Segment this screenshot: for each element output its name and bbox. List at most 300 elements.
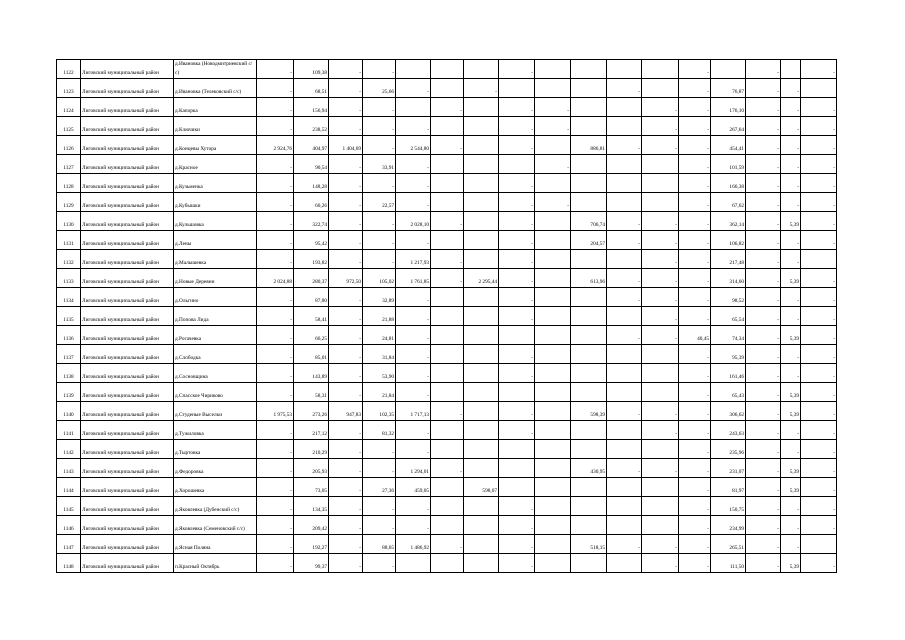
- value-cell: 204,57: [571, 231, 607, 250]
- value-cell: [642, 364, 679, 383]
- value-cell: -: [642, 421, 679, 440]
- value-cell: -: [781, 288, 801, 307]
- value-cell: -: [499, 193, 535, 212]
- row-number: 1123: [57, 79, 81, 98]
- value-cell: [607, 117, 642, 136]
- value-cell: 2 028,10: [396, 212, 431, 231]
- value-cell: [642, 174, 679, 193]
- value-cell: -: [746, 516, 781, 535]
- row-number: 1131: [57, 231, 81, 250]
- value-cell: 101,59: [711, 155, 746, 174]
- value-cell: [535, 554, 571, 573]
- value-cell: 68,51: [294, 79, 329, 98]
- value-cell: 150,75: [711, 497, 746, 516]
- row-number: 1139: [57, 383, 81, 402]
- value-cell: -: [396, 440, 431, 459]
- value-cell: [464, 383, 499, 402]
- value-cell: [571, 326, 607, 345]
- value-cell: -: [257, 478, 294, 497]
- value-cell: -: [642, 231, 679, 250]
- value-cell: [464, 117, 499, 136]
- value-cell: 217,12: [294, 421, 329, 440]
- value-cell: [571, 554, 607, 573]
- settlement-name: д.Студеные Выселки: [174, 402, 257, 421]
- settlement-name: д.Слободка: [174, 345, 257, 364]
- value-cell: -: [642, 402, 679, 421]
- value-cell: [431, 421, 464, 440]
- value-cell: -: [257, 516, 294, 535]
- value-cell: -: [746, 60, 781, 79]
- value-cell: -: [396, 193, 431, 212]
- value-cell: 148,28: [294, 174, 329, 193]
- value-cell: -: [801, 497, 837, 516]
- value-cell: 156,94: [294, 98, 329, 117]
- settlement-name: д.Капорка: [174, 98, 257, 117]
- value-cell: -: [679, 250, 711, 269]
- value-cell: -: [781, 497, 801, 516]
- value-cell: -: [781, 250, 801, 269]
- value-cell: -: [329, 193, 363, 212]
- value-cell: -: [781, 440, 801, 459]
- value-cell: -: [257, 440, 294, 459]
- value-cell: [464, 345, 499, 364]
- district-name: Лиговский муниципальный район: [81, 79, 174, 98]
- value-cell: -: [679, 98, 711, 117]
- value-cell: 22,57: [363, 193, 396, 212]
- value-cell: [431, 440, 464, 459]
- row-number: 1146: [57, 516, 81, 535]
- value-cell: -: [801, 326, 837, 345]
- value-cell: -: [329, 383, 363, 402]
- table-row: [57, 269, 837, 288]
- value-cell: -: [746, 79, 781, 98]
- value-cell: [571, 364, 607, 383]
- value-cell: [464, 250, 499, 269]
- value-cell: -: [746, 250, 781, 269]
- value-cell: 24,81: [363, 326, 396, 345]
- value-cell: [607, 60, 642, 79]
- value-cell: [431, 117, 464, 136]
- value-cell: -: [499, 174, 535, 193]
- value-cell: [571, 79, 607, 98]
- value-cell: -: [746, 421, 781, 440]
- value-cell: -: [746, 383, 781, 402]
- value-cell: -: [642, 269, 679, 288]
- settlement-name: д.Тыртовка: [174, 440, 257, 459]
- district-name: Лиговский муниципальный район: [81, 459, 174, 478]
- table-row: [57, 554, 837, 573]
- value-cell: -: [329, 117, 363, 136]
- table-row: [57, 250, 837, 269]
- value-cell: 95,42: [294, 231, 329, 250]
- district-name: Лиговский муниципальный район: [81, 364, 174, 383]
- value-cell: [499, 79, 535, 98]
- table-row: [57, 345, 837, 364]
- value-cell: -: [257, 364, 294, 383]
- value-cell: 2 295,44: [464, 269, 499, 288]
- value-cell: [535, 478, 571, 497]
- value-cell: [431, 288, 464, 307]
- district-name: Лиговский муниципальный район: [81, 535, 174, 554]
- value-cell: [431, 345, 464, 364]
- value-cell: 454,41: [711, 136, 746, 155]
- table-row: [57, 326, 837, 345]
- value-cell: -: [801, 212, 837, 231]
- value-cell: -: [801, 478, 837, 497]
- value-cell: -: [363, 174, 396, 193]
- value-cell: -: [431, 250, 464, 269]
- value-cell: -: [679, 364, 711, 383]
- value-cell: [642, 345, 679, 364]
- value-cell: [607, 421, 642, 440]
- value-cell: 25,66: [363, 79, 396, 98]
- district-name: Лиговский муниципальный район: [81, 402, 174, 421]
- value-cell: [464, 174, 499, 193]
- district-name: Лиговский муниципальный район: [81, 307, 174, 326]
- table-row: [57, 98, 837, 117]
- value-cell: -: [499, 364, 535, 383]
- value-cell: -: [781, 364, 801, 383]
- value-cell: -: [746, 231, 781, 250]
- value-cell: -: [257, 212, 294, 231]
- value-cell: [535, 383, 571, 402]
- value-cell: -: [679, 421, 711, 440]
- value-cell: 90,54: [294, 155, 329, 174]
- value-cell: 98,52: [711, 288, 746, 307]
- value-cell: 1 294,01: [396, 459, 431, 478]
- value-cell: -: [499, 288, 535, 307]
- value-cell: -: [431, 535, 464, 554]
- value-cell: 176,10: [711, 98, 746, 117]
- value-cell: [431, 231, 464, 250]
- value-cell: -: [607, 459, 642, 478]
- value-cell: 85,01: [294, 345, 329, 364]
- value-cell: [535, 288, 571, 307]
- value-cell: -: [363, 516, 396, 535]
- value-cell: -: [499, 535, 535, 554]
- value-cell: 518,15: [571, 535, 607, 554]
- value-cell: [801, 250, 837, 269]
- value-cell: -: [363, 60, 396, 79]
- value-cell: [464, 554, 499, 573]
- row-number: 1127: [57, 155, 81, 174]
- value-cell: -: [642, 307, 679, 326]
- value-cell: 947,83: [329, 402, 363, 421]
- value-cell: [464, 364, 499, 383]
- value-cell: [464, 421, 499, 440]
- value-cell: [499, 440, 535, 459]
- value-cell: [464, 155, 499, 174]
- value-cell: -: [363, 459, 396, 478]
- value-cell: 613,96: [571, 269, 607, 288]
- value-cell: -: [257, 459, 294, 478]
- value-cell: -: [679, 535, 711, 554]
- value-cell: 273,26: [294, 402, 329, 421]
- value-cell: [535, 421, 571, 440]
- value-cell: [801, 79, 837, 98]
- value-cell: [535, 79, 571, 98]
- value-cell: -: [329, 554, 363, 573]
- value-cell: -: [499, 554, 535, 573]
- table-row: [57, 307, 837, 326]
- row-number: 1140: [57, 402, 81, 421]
- table-row: [57, 212, 837, 231]
- value-cell: -: [746, 440, 781, 459]
- district-name: Лиговский муниципальный район: [81, 98, 174, 117]
- value-cell: 265,51: [711, 535, 746, 554]
- value-cell: -: [329, 459, 363, 478]
- value-cell: [535, 307, 571, 326]
- value-cell: -: [746, 402, 781, 421]
- settlement-name: д.Тужиловка: [174, 421, 257, 440]
- value-cell: 74,34: [711, 326, 746, 345]
- table-row: [57, 117, 837, 136]
- settlement-name: д.Попова Лида: [174, 307, 257, 326]
- settlement-name: д.Федоровка: [174, 459, 257, 478]
- value-cell: [642, 497, 679, 516]
- value-cell: -: [607, 136, 642, 155]
- table-row: [57, 193, 837, 212]
- value-cell: 1 717,13: [396, 402, 431, 421]
- value-cell: -: [642, 250, 679, 269]
- settlement-name: д.Лены: [174, 231, 257, 250]
- value-cell: 234,99: [711, 516, 746, 535]
- value-cell: -: [535, 98, 571, 117]
- value-cell: 217,48: [711, 250, 746, 269]
- value-cell: [711, 60, 746, 79]
- value-cell: -: [607, 231, 642, 250]
- row-number: 1132: [57, 250, 81, 269]
- value-cell: 161,46: [711, 364, 746, 383]
- value-cell: -: [257, 554, 294, 573]
- value-cell: -: [746, 554, 781, 573]
- value-cell: -: [499, 269, 535, 288]
- value-cell: -: [781, 516, 801, 535]
- value-cell: 134,35: [294, 497, 329, 516]
- value-cell: -: [499, 516, 535, 535]
- value-cell: -: [257, 250, 294, 269]
- table-row: [57, 136, 837, 155]
- value-cell: -: [329, 288, 363, 307]
- value-cell: [642, 155, 679, 174]
- value-cell: -: [679, 60, 711, 79]
- value-cell: -: [679, 402, 711, 421]
- value-cell: 205,93: [294, 459, 329, 478]
- value-cell: [571, 497, 607, 516]
- value-cell: [535, 516, 571, 535]
- district-name: Лиговский муниципальный район: [81, 174, 174, 193]
- value-cell: [431, 383, 464, 402]
- row-number: 1141: [57, 421, 81, 440]
- district-name: Лиговский муниципальный район: [81, 288, 174, 307]
- value-cell: 2 544,80: [396, 136, 431, 155]
- value-cell: [535, 345, 571, 364]
- district-name: Лиговский муниципальный район: [81, 326, 174, 345]
- value-cell: [535, 60, 571, 79]
- value-cell: 322,74: [294, 212, 329, 231]
- value-cell: 362,14: [711, 212, 746, 231]
- value-cell: [431, 554, 464, 573]
- value-cell: -: [801, 345, 837, 364]
- value-cell: [464, 212, 499, 231]
- value-cell: -: [801, 98, 837, 117]
- value-cell: -: [679, 212, 711, 231]
- value-cell: -: [363, 440, 396, 459]
- value-cell: -: [396, 383, 431, 402]
- district-name: Лиговский муниципальный район: [81, 383, 174, 402]
- value-cell: -: [431, 136, 464, 155]
- value-cell: -: [396, 79, 431, 98]
- value-cell: -: [329, 440, 363, 459]
- value-cell: -: [679, 174, 711, 193]
- value-cell: 1 975,53: [257, 402, 294, 421]
- value-cell: 209,42: [294, 516, 329, 535]
- table-row: [57, 402, 837, 421]
- value-cell: -: [781, 535, 801, 554]
- value-cell: [431, 364, 464, 383]
- value-cell: [571, 250, 607, 269]
- value-cell: [571, 193, 607, 212]
- value-cell: 2 924,76: [257, 136, 294, 155]
- value-cell: -: [329, 231, 363, 250]
- value-cell: -: [781, 136, 801, 155]
- value-cell: 2 024,88: [257, 269, 294, 288]
- value-cell: -: [642, 326, 679, 345]
- row-number: 1126: [57, 136, 81, 155]
- settlement-name: п.Красный Октябрь: [174, 554, 257, 573]
- value-cell: [396, 60, 431, 79]
- value-cell: [571, 421, 607, 440]
- value-cell: -: [396, 497, 431, 516]
- value-cell: [431, 174, 464, 193]
- row-number: 1137: [57, 345, 81, 364]
- row-number: 1145: [57, 497, 81, 516]
- value-cell: -: [363, 497, 396, 516]
- value-cell: [642, 60, 679, 79]
- value-cell: [464, 193, 499, 212]
- value-cell: [535, 174, 571, 193]
- table-row: [57, 231, 837, 250]
- value-cell: -: [329, 497, 363, 516]
- district-name: Лиговский муниципальный район: [81, 440, 174, 459]
- value-cell: -: [257, 174, 294, 193]
- value-cell: 67,62: [711, 193, 746, 212]
- value-cell: -: [257, 117, 294, 136]
- value-cell: 106,82: [711, 231, 746, 250]
- value-cell: 1 404,69: [329, 136, 363, 155]
- value-cell: [464, 535, 499, 554]
- value-cell: -: [257, 288, 294, 307]
- value-cell: 99,37: [294, 554, 329, 573]
- value-cell: -: [499, 345, 535, 364]
- value-cell: 5,39: [781, 383, 801, 402]
- table-row: [57, 516, 837, 535]
- value-cell: -: [801, 193, 837, 212]
- value-cell: [642, 383, 679, 402]
- district-name: Лиговский муниципальный район: [81, 345, 174, 364]
- value-cell: -: [746, 212, 781, 231]
- table-row: [57, 383, 837, 402]
- value-cell: -: [607, 79, 642, 98]
- value-cell: -: [746, 117, 781, 136]
- value-cell: 886,81: [571, 136, 607, 155]
- table-row: [57, 535, 837, 554]
- value-cell: [431, 326, 464, 345]
- value-cell: -: [499, 250, 535, 269]
- value-cell: -: [746, 326, 781, 345]
- value-cell: -: [746, 155, 781, 174]
- value-cell: [642, 79, 679, 98]
- value-cell: [607, 554, 642, 573]
- value-cell: -: [257, 497, 294, 516]
- value-cell: -: [781, 117, 801, 136]
- value-cell: [431, 60, 464, 79]
- value-cell: -: [396, 516, 431, 535]
- value-cell: 5,39: [781, 459, 801, 478]
- row-number: 1148: [57, 554, 81, 573]
- value-cell: -: [329, 98, 363, 117]
- value-cell: [607, 383, 642, 402]
- value-cell: -: [499, 307, 535, 326]
- value-cell: -: [642, 136, 679, 155]
- value-cell: [464, 497, 499, 516]
- value-cell: -: [746, 98, 781, 117]
- value-cell: -: [607, 402, 642, 421]
- document-page: [56, 59, 835, 573]
- value-cell: -: [363, 117, 396, 136]
- settlement-name: д.Ольгино: [174, 288, 257, 307]
- row-number: 1128: [57, 174, 81, 193]
- value-cell: -: [801, 459, 837, 478]
- value-cell: [499, 478, 535, 497]
- value-cell: -: [746, 535, 781, 554]
- district-name: Лиговский муниципальный район: [81, 60, 174, 79]
- value-cell: [571, 440, 607, 459]
- value-cell: [642, 478, 679, 497]
- value-cell: [607, 478, 642, 497]
- value-cell: 598,07: [464, 478, 499, 497]
- table-row: [57, 60, 837, 79]
- value-cell: [571, 98, 607, 117]
- value-cell: -: [679, 516, 711, 535]
- value-cell: -: [431, 269, 464, 288]
- value-cell: [431, 307, 464, 326]
- value-cell: 33,91: [363, 155, 396, 174]
- value-cell: [464, 326, 499, 345]
- value-cell: -: [464, 79, 499, 98]
- value-cell: -: [607, 535, 642, 554]
- table-row: [57, 440, 837, 459]
- settlement-name: д.Хорошевка: [174, 478, 257, 497]
- settlement-name: д.Концевы Хутора: [174, 136, 257, 155]
- value-cell: -: [781, 231, 801, 250]
- value-cell: [535, 136, 571, 155]
- value-cell: -: [329, 535, 363, 554]
- value-cell: -: [499, 421, 535, 440]
- value-cell: 81,32: [363, 421, 396, 440]
- table-row: [57, 288, 837, 307]
- value-cell: -: [679, 193, 711, 212]
- value-cell: 459,05: [396, 478, 431, 497]
- value-cell: [607, 98, 642, 117]
- value-cell: 66,25: [294, 326, 329, 345]
- value-cell: 1 761,85: [396, 269, 431, 288]
- row-number: 1129: [57, 193, 81, 212]
- value-cell: -: [642, 212, 679, 231]
- value-cell: [464, 136, 499, 155]
- row-number: 1143: [57, 459, 81, 478]
- value-cell: [431, 516, 464, 535]
